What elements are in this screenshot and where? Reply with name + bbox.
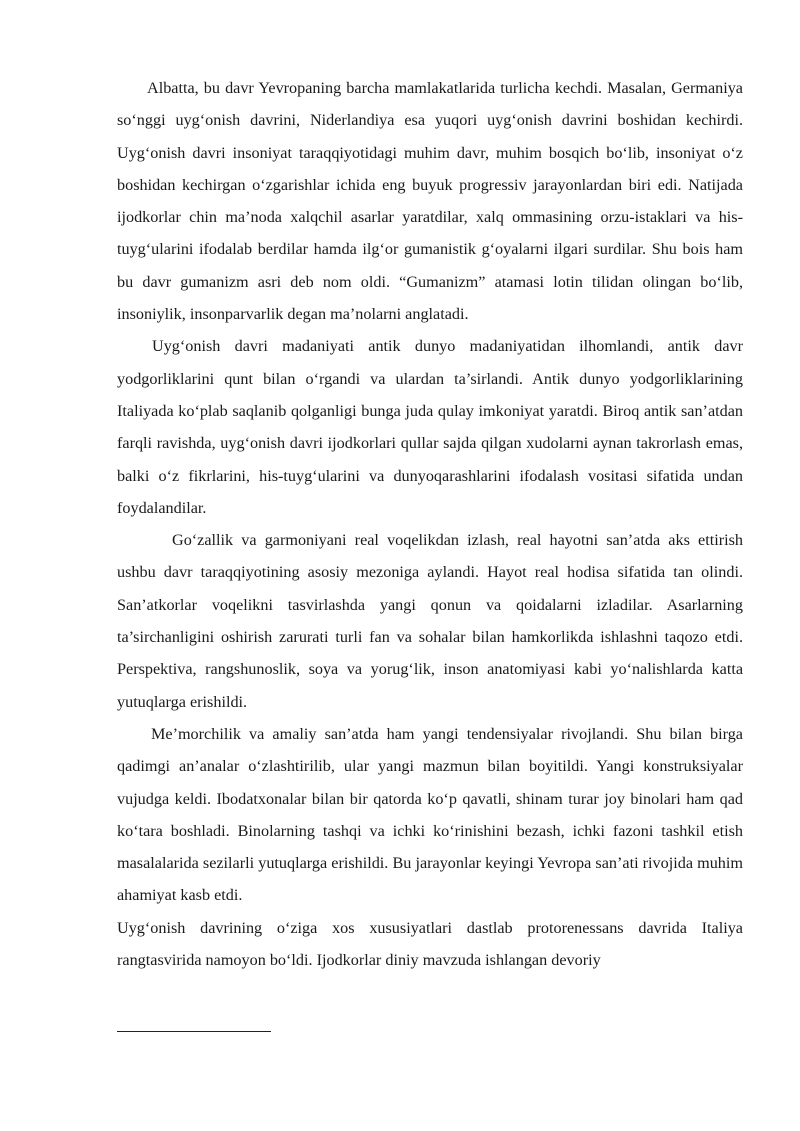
paragraph-1: Albatta, bu davr Yevropaning barcha mamlakatlarida turlicha kechdi. Masalan, Germaniya so‘nggi uyg‘onish davrini, Niderlandiya esa yuqori uyg‘onish davrini boshidan kechirdi. Uyg‘onish davri insoniyat taraqqiyotidagi muhim davr, muhim bosqich bo‘lib, insoniyat o‘z boshidan kechirgan o‘zgarishlar ichida eng buyuk progressiv jarayonlardan biri edi. Natijada ijodkorlar chin ma’noda xalqchil asarlar yaratdilar, xalq ommasining orzu-istaklari va his-tuyg‘ularini ifodalab berdilar hamda ilg‘or gumanistik g‘oyalarni ilgari surdilar. Shu bois ham bu davr gumanizm asri deb nom oldi. “Gumanizm” atamasi lotin tilidan olingan bo‘lib, insoniylik, insonparvarlik degan ma’nolarni anglatadi.: [117, 79, 743, 324]
paragraph-5: Uyg‘onish davrining o‘ziga xos xususiyatlari dastlab protorenessans davrida Italiya rangtasvirida namoyon bo‘ldi. Ijodkorlar diniy mavzuda ishlangan devoriy: [117, 918, 743, 970]
paragraph-2: Uyg‘onish davri madaniyati antik dunyo madaniyatidan ilhomlandi, antik davr yodgorliklarini qunt bilan o‘rgandi va ulardan ta’sirlandi. Antik dunyo yodgorliklarining Italiyada ko‘plab saqlanib qolganligi bunga juda qulay imkoniyat yaratdi. Biroq antik san’atdan farqli ravishda, uyg‘onish davri ijodkorlari qullar sajda qilgan xudolarni aynan takrorlash emas, balki o‘z fikrlarini, his-tuyg‘ularini va dunyoqarashlarini ifodalash vositasi sifatida undan foydalandilar.: [117, 337, 743, 517]
paragraph-3: Go‘zallik va garmoniyani real voqelikdan izlash, real hayotni san’atda aks ettirish ushbu davr taraqqiyotining asosiy mezoniga aylandi. Hayot real hodisa sifatida tan olindi. San’atkorlar voqelikni tasvirlashda yangi qonun va qoidalarni izladilar. Asarlarning ta’sirchanligini oshirish zarurati turli fan va sohalar bilan hamkorlikda ishlashni taqozo etdi. Perspektiva, rangshunoslik, soya va yorug‘lik, inson anatomiyasi kabi yo‘nalishlarda katta yutuqlarga erishildi.: [117, 531, 743, 711]
paragraph-4: Me’morchilik va amaliy san’atda ham yangi tendensiyalar rivojlandi. Shu bilan birga qadimgi an’analar o‘zlashtirilib, ular yangi mazmun bilan boyitildi. Yangi konstruksiyalar vujudga keldi. Ibodatxonalar bilan bir qatorda ko‘p qavatli, shinam turar joy binolari ham qad ko‘tara boshladi. Binolarning tashqi va ichki ko‘rinishini bezash, ichki fazoni tashkil etish masalalarida sezilarli yutuqlarga erishildi. Bu jarayonlar keyingi Yevropa san’ati rivojida muhim ahamiyat kasb etdi.: [117, 724, 743, 905]
document-page: [117, 72, 743, 976]
footnote-separator: [117, 1031, 271, 1032]
